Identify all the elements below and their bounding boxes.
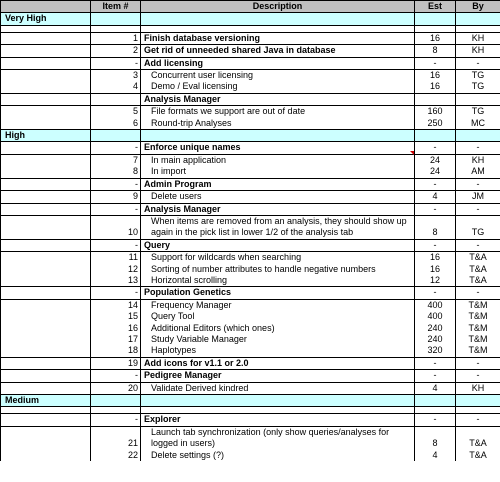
table-row [1, 70, 500, 82]
cell[interactable] [1, 118, 91, 130]
item-cell[interactable]: - [91, 57, 141, 69]
desc-cell[interactable]: Support for wildcards when searching [141, 252, 415, 264]
est-cell[interactable]: 16 [415, 264, 456, 275]
item-cell[interactable]: 13 [91, 275, 141, 287]
table-row [1, 178, 500, 190]
table-row [1, 414, 500, 426]
cell[interactable] [1, 81, 91, 93]
item-cell[interactable]: 19 [91, 357, 141, 369]
item-cell[interactable]: - [91, 203, 141, 215]
table-row [1, 203, 500, 215]
item-cell[interactable]: 14 [91, 299, 141, 311]
spacer-row [1, 25, 500, 32]
item-cell[interactable]: 5 [91, 106, 141, 118]
item-cell[interactable]: 17 [91, 334, 141, 345]
by-cell[interactable]: - [456, 239, 500, 251]
by-cell[interactable]: T&A [456, 252, 500, 264]
table-row [1, 264, 500, 275]
desc-cell[interactable]: Sorting of number attributes to handle negative numbers [141, 264, 415, 275]
by-cell[interactable]: JM [456, 191, 500, 203]
cell[interactable] [1, 299, 91, 311]
by-cell[interactable]: - [456, 414, 500, 426]
est-cell[interactable]: - [415, 57, 456, 69]
table-row [1, 45, 500, 57]
table-row [1, 450, 500, 461]
table-row [1, 287, 500, 299]
cell[interactable] [91, 13, 141, 25]
desc-cell[interactable]: Add licensing [141, 57, 415, 69]
est-cell[interactable]: - [415, 370, 456, 382]
header-priority[interactable] [1, 1, 91, 13]
table-row [1, 93, 500, 105]
by-cell[interactable]: - [456, 203, 500, 215]
desc-cell[interactable]: Query [141, 239, 415, 251]
cell[interactable] [1, 93, 91, 105]
item-cell[interactable]: 6 [91, 118, 141, 130]
item-cell[interactable]: 21 [91, 426, 141, 449]
table-row [1, 323, 500, 334]
cell[interactable] [1, 252, 91, 264]
desc-cell[interactable]: In import [141, 166, 415, 178]
by-cell[interactable]: TG [456, 70, 500, 82]
est-cell[interactable]: 24 [415, 154, 456, 166]
by-cell[interactable]: KH [456, 154, 500, 166]
cell[interactable] [1, 287, 91, 299]
est-cell[interactable]: - [415, 357, 456, 369]
cell[interactable] [456, 130, 500, 142]
est-cell[interactable]: - [415, 287, 456, 299]
item-cell[interactable]: - [91, 287, 141, 299]
cell[interactable] [1, 370, 91, 382]
est-cell[interactable]: - [415, 239, 456, 251]
est-cell[interactable]: 8 [415, 215, 456, 239]
cell[interactable] [1, 154, 91, 166]
cell[interactable] [415, 130, 456, 142]
by-cell[interactable]: T&M [456, 323, 500, 334]
desc-cell[interactable]: Add icons for v1.1 or 2.0 [141, 357, 415, 369]
by-cell[interactable]: TG [456, 215, 500, 239]
item-cell[interactable]: 16 [91, 323, 141, 334]
section-label[interactable]: Medium [1, 395, 91, 407]
est-cell[interactable] [415, 93, 456, 105]
est-cell[interactable]: 250 [415, 118, 456, 130]
desc-cell[interactable]: Delete settings (?) [141, 450, 415, 461]
cell[interactable] [1, 106, 91, 118]
est-cell[interactable]: 16 [415, 252, 456, 264]
header-description[interactable]: Description [141, 1, 415, 13]
cell[interactable] [1, 70, 91, 82]
by-cell[interactable]: T&A [456, 450, 500, 461]
cell[interactable] [1, 357, 91, 369]
cell[interactable] [1, 264, 91, 275]
section-label[interactable]: Very High [1, 13, 91, 25]
cell[interactable] [1, 45, 91, 57]
by-cell[interactable]: T&A [456, 264, 500, 275]
cell[interactable] [1, 345, 91, 357]
item-cell[interactable]: 4 [91, 81, 141, 93]
by-cell[interactable]: KH [456, 382, 500, 394]
by-cell[interactable] [456, 93, 500, 105]
by-cell[interactable]: - [456, 287, 500, 299]
cell[interactable] [415, 407, 456, 414]
cell[interactable] [1, 57, 91, 69]
est-cell[interactable]: - [415, 414, 456, 426]
est-cell[interactable]: 4 [415, 382, 456, 394]
item-cell[interactable]: 11 [91, 252, 141, 264]
item-cell[interactable]: 10 [91, 215, 141, 239]
by-cell[interactable]: KH [456, 45, 500, 57]
est-cell[interactable]: - [415, 203, 456, 215]
table-row [1, 81, 500, 93]
desc-cell[interactable]: Pedigree Manager [141, 370, 415, 382]
cell[interactable] [141, 25, 415, 32]
desc-cell[interactable]: Frequency Manager [141, 299, 415, 311]
desc-cell[interactable]: Study Variable Manager [141, 334, 415, 345]
est-cell[interactable]: 8 [415, 45, 456, 57]
desc-cell[interactable]: Population Genetics [141, 287, 415, 299]
cell[interactable] [1, 311, 91, 322]
desc-cell[interactable]: Query Tool [141, 311, 415, 322]
desc-cell[interactable]: Horizontal scrolling [141, 275, 415, 287]
est-cell[interactable]: 160 [415, 106, 456, 118]
cell[interactable] [1, 334, 91, 345]
by-cell[interactable]: TG [456, 81, 500, 93]
spacer-row [1, 407, 500, 414]
table-row [1, 345, 500, 357]
table-row [1, 239, 500, 251]
cell[interactable] [91, 395, 141, 407]
item-cell[interactable] [91, 93, 141, 105]
cell[interactable] [1, 142, 91, 154]
cell[interactable] [456, 407, 500, 414]
desc-cell[interactable]: Analysis Manager [141, 93, 415, 105]
est-cell[interactable]: 16 [415, 81, 456, 93]
desc-cell[interactable]: Get rid of unneeded shared Java in database [141, 45, 415, 57]
by-cell[interactable]: T&A [456, 275, 500, 287]
cell[interactable] [1, 414, 91, 426]
item-cell[interactable]: - [91, 142, 141, 154]
desc-cell[interactable]: Analysis Manager [141, 203, 415, 215]
cell[interactable] [1, 25, 91, 32]
cell[interactable] [456, 13, 500, 25]
table-row [1, 142, 500, 154]
item-cell[interactable]: 8 [91, 166, 141, 178]
item-cell[interactable]: 12 [91, 264, 141, 275]
desc-cell[interactable]: Explorer [141, 414, 415, 426]
item-cell[interactable]: 22 [91, 450, 141, 461]
cell[interactable] [415, 13, 456, 25]
header-by[interactable]: By [456, 1, 500, 13]
desc-cell[interactable]: Concurrent user licensing [141, 70, 415, 82]
table-row [1, 370, 500, 382]
section-medium [1, 395, 500, 407]
est-cell[interactable]: 240 [415, 323, 456, 334]
est-cell[interactable]: 24 [415, 166, 456, 178]
table-row [1, 382, 500, 394]
cell[interactable] [1, 215, 91, 239]
desc-cell[interactable]: Round-trip Analyses [141, 118, 415, 130]
table-row [1, 154, 500, 166]
cell[interactable] [1, 32, 91, 44]
item-cell[interactable]: 18 [91, 345, 141, 357]
header-row [1, 1, 500, 13]
cell[interactable] [91, 407, 141, 414]
section-very-high [1, 13, 500, 25]
est-cell[interactable]: 4 [415, 450, 456, 461]
cell[interactable] [1, 275, 91, 287]
item-cell[interactable]: 15 [91, 311, 141, 322]
cell[interactable] [1, 323, 91, 334]
cell[interactable] [1, 239, 91, 251]
table-row [1, 215, 500, 239]
table-row [1, 357, 500, 369]
est-cell[interactable]: 4 [415, 191, 456, 203]
cell[interactable] [141, 395, 415, 407]
item-cell[interactable]: - [91, 178, 141, 190]
cell[interactable] [456, 395, 500, 407]
est-cell[interactable]: 400 [415, 299, 456, 311]
est-cell[interactable]: 16 [415, 70, 456, 82]
by-cell[interactable]: MC [456, 118, 500, 130]
desc-cell[interactable]: In main application [141, 154, 415, 166]
cell[interactable] [415, 395, 456, 407]
desc-cell[interactable]: Admin Program [141, 178, 415, 190]
by-cell[interactable]: TG [456, 106, 500, 118]
by-cell[interactable]: - [456, 142, 500, 154]
cell[interactable] [91, 25, 141, 32]
est-cell[interactable]: 400 [415, 311, 456, 322]
table-row [1, 426, 500, 449]
comment-marker-icon[interactable] [410, 151, 414, 155]
table-row [1, 252, 500, 264]
est-cell[interactable]: 8 [415, 426, 456, 449]
desc-cell[interactable]: Additional Editors (which ones) [141, 323, 415, 334]
cell[interactable] [1, 191, 91, 203]
cell[interactable] [1, 450, 91, 461]
desc-cell[interactable]: Enforce unique names [141, 142, 415, 154]
item-cell[interactable]: - [91, 370, 141, 382]
table-row [1, 275, 500, 287]
item-cell[interactable]: 1 [91, 32, 141, 44]
est-cell[interactable]: 320 [415, 345, 456, 357]
section-label[interactable]: High [1, 130, 91, 142]
table-row [1, 106, 500, 118]
est-cell[interactable]: - [415, 142, 456, 154]
item-cell[interactable]: 20 [91, 382, 141, 394]
table-row [1, 334, 500, 345]
item-cell[interactable]: 3 [91, 70, 141, 82]
table-row [1, 299, 500, 311]
cell[interactable] [1, 166, 91, 178]
cell[interactable] [1, 407, 91, 414]
header-est[interactable]: Est [415, 1, 456, 13]
by-cell[interactable]: - [456, 357, 500, 369]
by-cell[interactable]: - [456, 370, 500, 382]
item-cell[interactable]: - [91, 414, 141, 426]
by-cell[interactable]: T&M [456, 345, 500, 357]
by-cell[interactable]: KH [456, 32, 500, 44]
est-cell[interactable]: 240 [415, 334, 456, 345]
desc-cell[interactable]: Delete users [141, 191, 415, 203]
est-cell[interactable]: 16 [415, 32, 456, 44]
cell[interactable] [456, 25, 500, 32]
est-cell[interactable]: - [415, 178, 456, 190]
item-cell[interactable]: 7 [91, 154, 141, 166]
cell[interactable] [141, 407, 415, 414]
table-row [1, 166, 500, 178]
cell[interactable] [415, 25, 456, 32]
cell[interactable] [1, 203, 91, 215]
table-row [1, 118, 500, 130]
desc-cell[interactable]: Launch tab synchronization (only show queries/analyses for logged in users) [141, 426, 415, 449]
cell[interactable] [141, 130, 415, 142]
by-cell[interactable]: T&M [456, 311, 500, 322]
by-cell[interactable]: - [456, 57, 500, 69]
section-high [1, 130, 500, 142]
desc-cell[interactable]: Haplotypes [141, 345, 415, 357]
table-row [1, 57, 500, 69]
desc-cell[interactable]: Finish database versioning [141, 32, 415, 44]
desc-cell[interactable]: File formats we support are out of date [141, 106, 415, 118]
table-row [1, 191, 500, 203]
cell[interactable] [1, 178, 91, 190]
item-cell[interactable]: 2 [91, 45, 141, 57]
cell[interactable] [1, 382, 91, 394]
desc-cell[interactable]: Demo / Eval licensing [141, 81, 415, 93]
table-row [1, 32, 500, 44]
item-cell[interactable]: 9 [91, 191, 141, 203]
header-item[interactable]: Item # [91, 1, 141, 13]
table-row [1, 311, 500, 322]
cell[interactable] [91, 130, 141, 142]
by-cell[interactable]: T&A [456, 426, 500, 449]
desc-cell[interactable]: Validate Derived kindred [141, 382, 415, 394]
desc-cell[interactable]: When items are removed from an analysis, they should show up again in the pick list in lower 1/2 of the analysis tab [141, 215, 415, 239]
cell[interactable] [1, 426, 91, 449]
cell[interactable] [141, 13, 415, 25]
by-cell[interactable]: T&M [456, 334, 500, 345]
est-cell[interactable]: 12 [415, 275, 456, 287]
by-cell[interactable]: T&M [456, 299, 500, 311]
by-cell[interactable]: - [456, 178, 500, 190]
by-cell[interactable]: AM [456, 166, 500, 178]
item-cell[interactable]: - [91, 239, 141, 251]
